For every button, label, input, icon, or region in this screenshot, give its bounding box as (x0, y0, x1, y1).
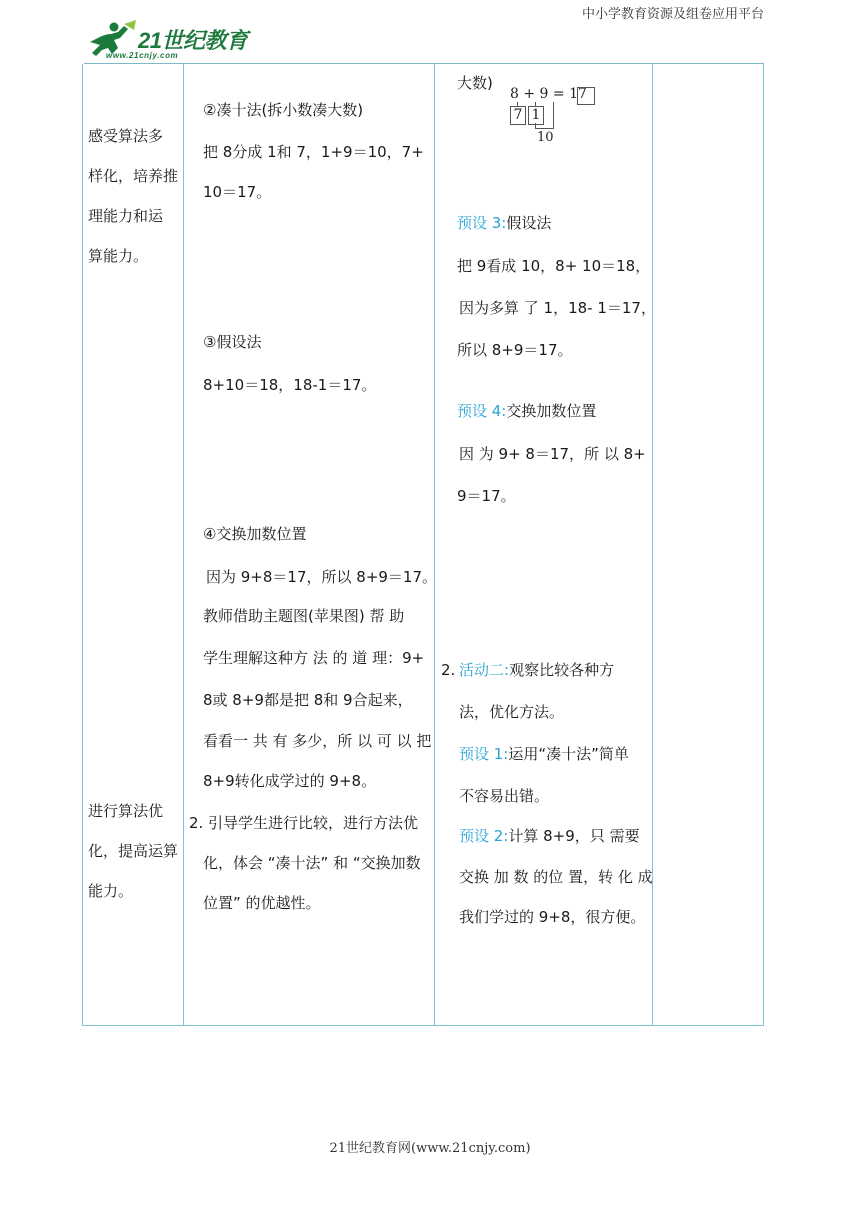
preset-label: 预设 1: (459, 745, 509, 763)
method-text: 把 8分成 1和 7，1+9＝10，7+ (203, 143, 424, 161)
method-text: 因为 9+8＝17，所以 8+9＝17。 (206, 568, 438, 586)
preset-text: 把 9看成 10，8+ 10＝18， (457, 257, 651, 275)
answer-box (577, 87, 595, 105)
preset-label: 预设 3: (457, 214, 507, 232)
preset-heading (459, 744, 629, 764)
preset-text: 运用“凑十法”简单 (508, 745, 629, 763)
step-number: 2. (189, 814, 204, 832)
method-title: ④交换加数位置 (203, 525, 307, 543)
goal-line: 进行算法优 (88, 802, 164, 820)
method-text: 10＝17。 (203, 183, 272, 201)
preset-heading (457, 213, 551, 233)
table-border-left (82, 64, 83, 1026)
table-border-bottom (82, 1025, 764, 1026)
goal-line: 感受算法多 (88, 127, 164, 145)
method-text: 8+10＝18，18-1＝17。 (203, 376, 377, 394)
activity-text: 观察比较各种方 (509, 661, 615, 679)
preset-text: 因为多算 了 1，18- 1＝17， (459, 299, 656, 317)
step-text: 位置” 的优越性。 (203, 894, 321, 912)
table-border-right (763, 64, 764, 1026)
goal-line: 样化，培养推 (88, 167, 179, 185)
split-line (517, 102, 518, 106)
preset-heading (459, 826, 640, 846)
table-divider-2 (434, 64, 435, 1026)
logo-wordmark: 21世纪教育 (138, 28, 248, 53)
site-logo (84, 20, 274, 64)
goal-line: 算能力。 (88, 247, 149, 265)
decomposition-figure (507, 84, 603, 148)
preset-text: 因 为 9+ 8＝17，所 以 8+ (459, 445, 646, 463)
method-text: 看看一 共 有 多少，所 以 可 以 把 (203, 732, 432, 750)
method-title: ②凑十法(拆小数凑大数) (203, 101, 364, 119)
step-text: 化，体会 “凑十法” 和 “交换加数 (203, 854, 421, 872)
activity-label: 活动二: (459, 661, 510, 679)
platform-name: 中小学教育资源及组卷应用平台 (581, 7, 764, 22)
method-text: 学生理解这种方 法 的 道 理：9+ (203, 649, 425, 667)
activity-heading (459, 660, 614, 680)
activity-number: 2. (441, 661, 456, 679)
goal-line: 理能力和运 (88, 207, 164, 225)
method-text: 8或 8+9都是把 8和 9合起来， (203, 691, 413, 709)
split-line (535, 102, 536, 106)
merge-line (535, 128, 554, 129)
preset-text: 不容易出错。 (459, 787, 550, 805)
method-title: ③假设法 (203, 333, 262, 351)
goal-line: 化，提高运算 (88, 842, 179, 860)
preset-text: 交换 加 数 的位 置，转 化 成 (459, 868, 653, 886)
preset-text: 9＝17。 (457, 487, 516, 505)
activity-text: 法，优化方法。 (459, 703, 565, 721)
preset-text: 所以 8+9＝17。 (457, 341, 573, 359)
figure-equation: 8 + 9 = 17 (510, 86, 587, 102)
step-text: 引导学生进行比较，进行方法优 (208, 814, 419, 832)
header-divider (84, 63, 764, 64)
preset-title: 交换加数位置 (506, 402, 597, 420)
merge-line (553, 102, 554, 129)
preset-text: 我们学过的 9+8，很方便。 (459, 908, 646, 926)
preset-title: 假设法 (506, 214, 552, 232)
preset-heading (457, 401, 596, 421)
preset-text: 大数) (457, 74, 493, 92)
goal-line: 能力。 (88, 882, 134, 900)
method-text: 8+9转化成学过的 9+8。 (203, 772, 377, 790)
logo-url: www.21cnjy.com (106, 51, 179, 60)
figure-split-a: 7 (510, 106, 526, 125)
preset-label: 预设 4: (457, 402, 507, 420)
table-divider-1 (183, 64, 184, 1026)
preset-label: 预设 2: (459, 827, 509, 845)
page-footer: 21世纪教育网(www.21cnjy.com) (329, 1141, 531, 1156)
figure-sum: 10 (537, 130, 554, 145)
method-text: 教师借助主题图(苹果图) 帮 助 (203, 607, 405, 625)
figure-split-b: 1 (528, 106, 544, 125)
preset-text: 计算 8+9，只 需要 (508, 827, 640, 845)
